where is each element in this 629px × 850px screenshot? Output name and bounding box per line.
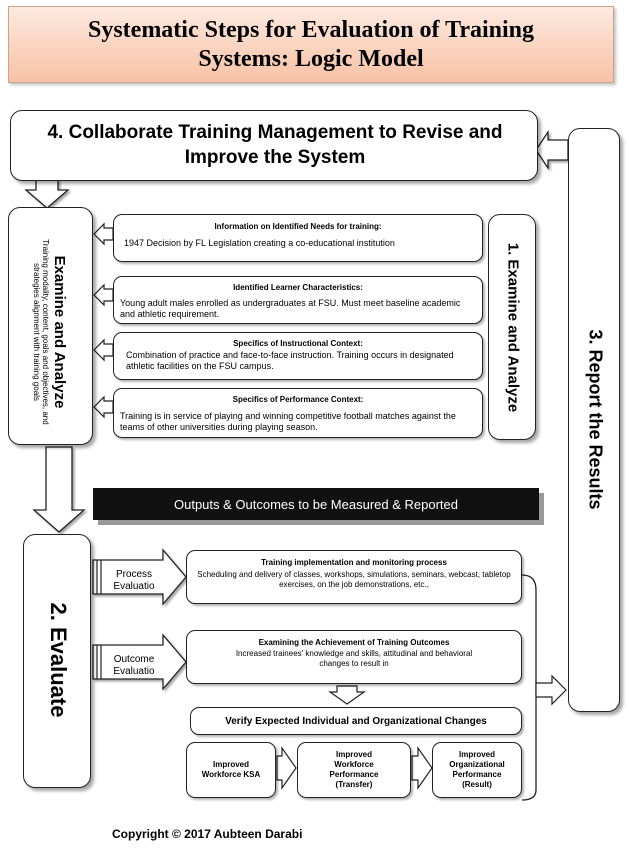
process-evaluation-label: Process Evaluatio bbox=[113, 569, 155, 592]
arrow-info-4 bbox=[94, 397, 113, 417]
info-box-instructional bbox=[113, 332, 483, 380]
info-box-body: Training is in service of playing and winning competitive football matches against the teams of other universities during playing season. bbox=[120, 411, 456, 432]
info-box-body: 1947 Decision by FL Legislation creating a co-educational institution bbox=[124, 238, 395, 248]
arrow-report-to-revise bbox=[536, 132, 568, 168]
arrow-result-1 bbox=[277, 748, 296, 788]
outcome-evaluation-label: Outcome Evaluatio bbox=[113, 654, 155, 677]
info-box-performance bbox=[113, 388, 483, 438]
arrow-info-3 bbox=[94, 340, 113, 360]
verify-box: Verify Expected Individual and Organizational Changes bbox=[190, 707, 522, 735]
result-organizational-performance bbox=[432, 742, 522, 798]
info-box-heading: Specifics of Performance Context: bbox=[232, 395, 364, 404]
step1-label: 1. Examine and Analyze bbox=[504, 242, 522, 413]
arrow-info-1 bbox=[94, 224, 113, 244]
result-label: Improved Workforce Performance (Transfer) bbox=[329, 750, 379, 789]
process-box-heading: Training implementation and monitoring process bbox=[261, 558, 447, 567]
copyright: Copyright © 2017 Aubteen Darabi bbox=[112, 827, 303, 841]
arrow-to-verify bbox=[330, 686, 364, 704]
step3-box bbox=[568, 128, 620, 712]
result-label: Improved Organizational Performance (Result) bbox=[449, 750, 505, 789]
info-box-heading: Information on Identified Needs for training: bbox=[214, 222, 382, 231]
info-box-body: Young adult males enrolled as undergraduates at FSU. Must meet baseline academic and athletic requirement. bbox=[120, 298, 461, 319]
info-box-needs bbox=[113, 214, 483, 262]
step4-box bbox=[10, 110, 538, 181]
arrow-examine-to-evaluate bbox=[34, 447, 84, 532]
process-box bbox=[186, 550, 522, 604]
result-label: Improved Workforce KSA bbox=[201, 760, 261, 779]
examine-panel-text bbox=[32, 227, 68, 437]
info-box-body: Combination of practice and face-to-face instruction. Training occurs in designated athletic facilities on the FSU campus. bbox=[126, 350, 454, 371]
outputs-banner: Outputs & Outcomes to be Measured & Reported bbox=[93, 488, 539, 520]
outcome-box bbox=[186, 630, 522, 684]
step2-label: 2. Evaluate bbox=[46, 602, 71, 718]
examine-panel-subtitle: Training modality, content, goals and objectives, and strategies alignment with training goals bbox=[32, 239, 50, 425]
step1-box bbox=[488, 214, 536, 440]
arrow-info-2 bbox=[94, 285, 113, 305]
step3-label: 3. Report the Results bbox=[585, 329, 606, 510]
page-title: Systematic Steps for Evaluation of Training Systems: Logic Model bbox=[87, 16, 535, 72]
result-workforce-performance bbox=[297, 742, 411, 798]
arrow-revise-to-examine bbox=[26, 180, 68, 208]
examine-panel bbox=[8, 207, 93, 445]
process-box-body: Scheduling and delivery of classes, workshops, simulations, seminars, webcast, tabletop exercises, on the job demonstrations, etc., bbox=[197, 570, 511, 589]
result-workforce-ksa bbox=[186, 742, 276, 798]
examine-panel-title: Examine and Analyze bbox=[51, 255, 68, 409]
info-box-heading: Identified Learner Characteristics: bbox=[233, 283, 363, 292]
info-box-learner bbox=[113, 276, 483, 324]
step4-label: 4. Collaborate Training Management to Revise and Improve the System bbox=[47, 122, 503, 168]
outcome-box-body: Increased trainees' knowledge and skills, attitudinal and behavioral changes to result in bbox=[235, 649, 473, 668]
arrow-evaluate-to-report bbox=[536, 676, 566, 704]
info-box-heading: Specifics of Instructional Context: bbox=[233, 339, 363, 348]
step2-box bbox=[23, 534, 91, 788]
outcome-box-heading: Examining the Achievement of Training Outcomes bbox=[258, 638, 450, 647]
arrow-result-2 bbox=[412, 748, 432, 788]
